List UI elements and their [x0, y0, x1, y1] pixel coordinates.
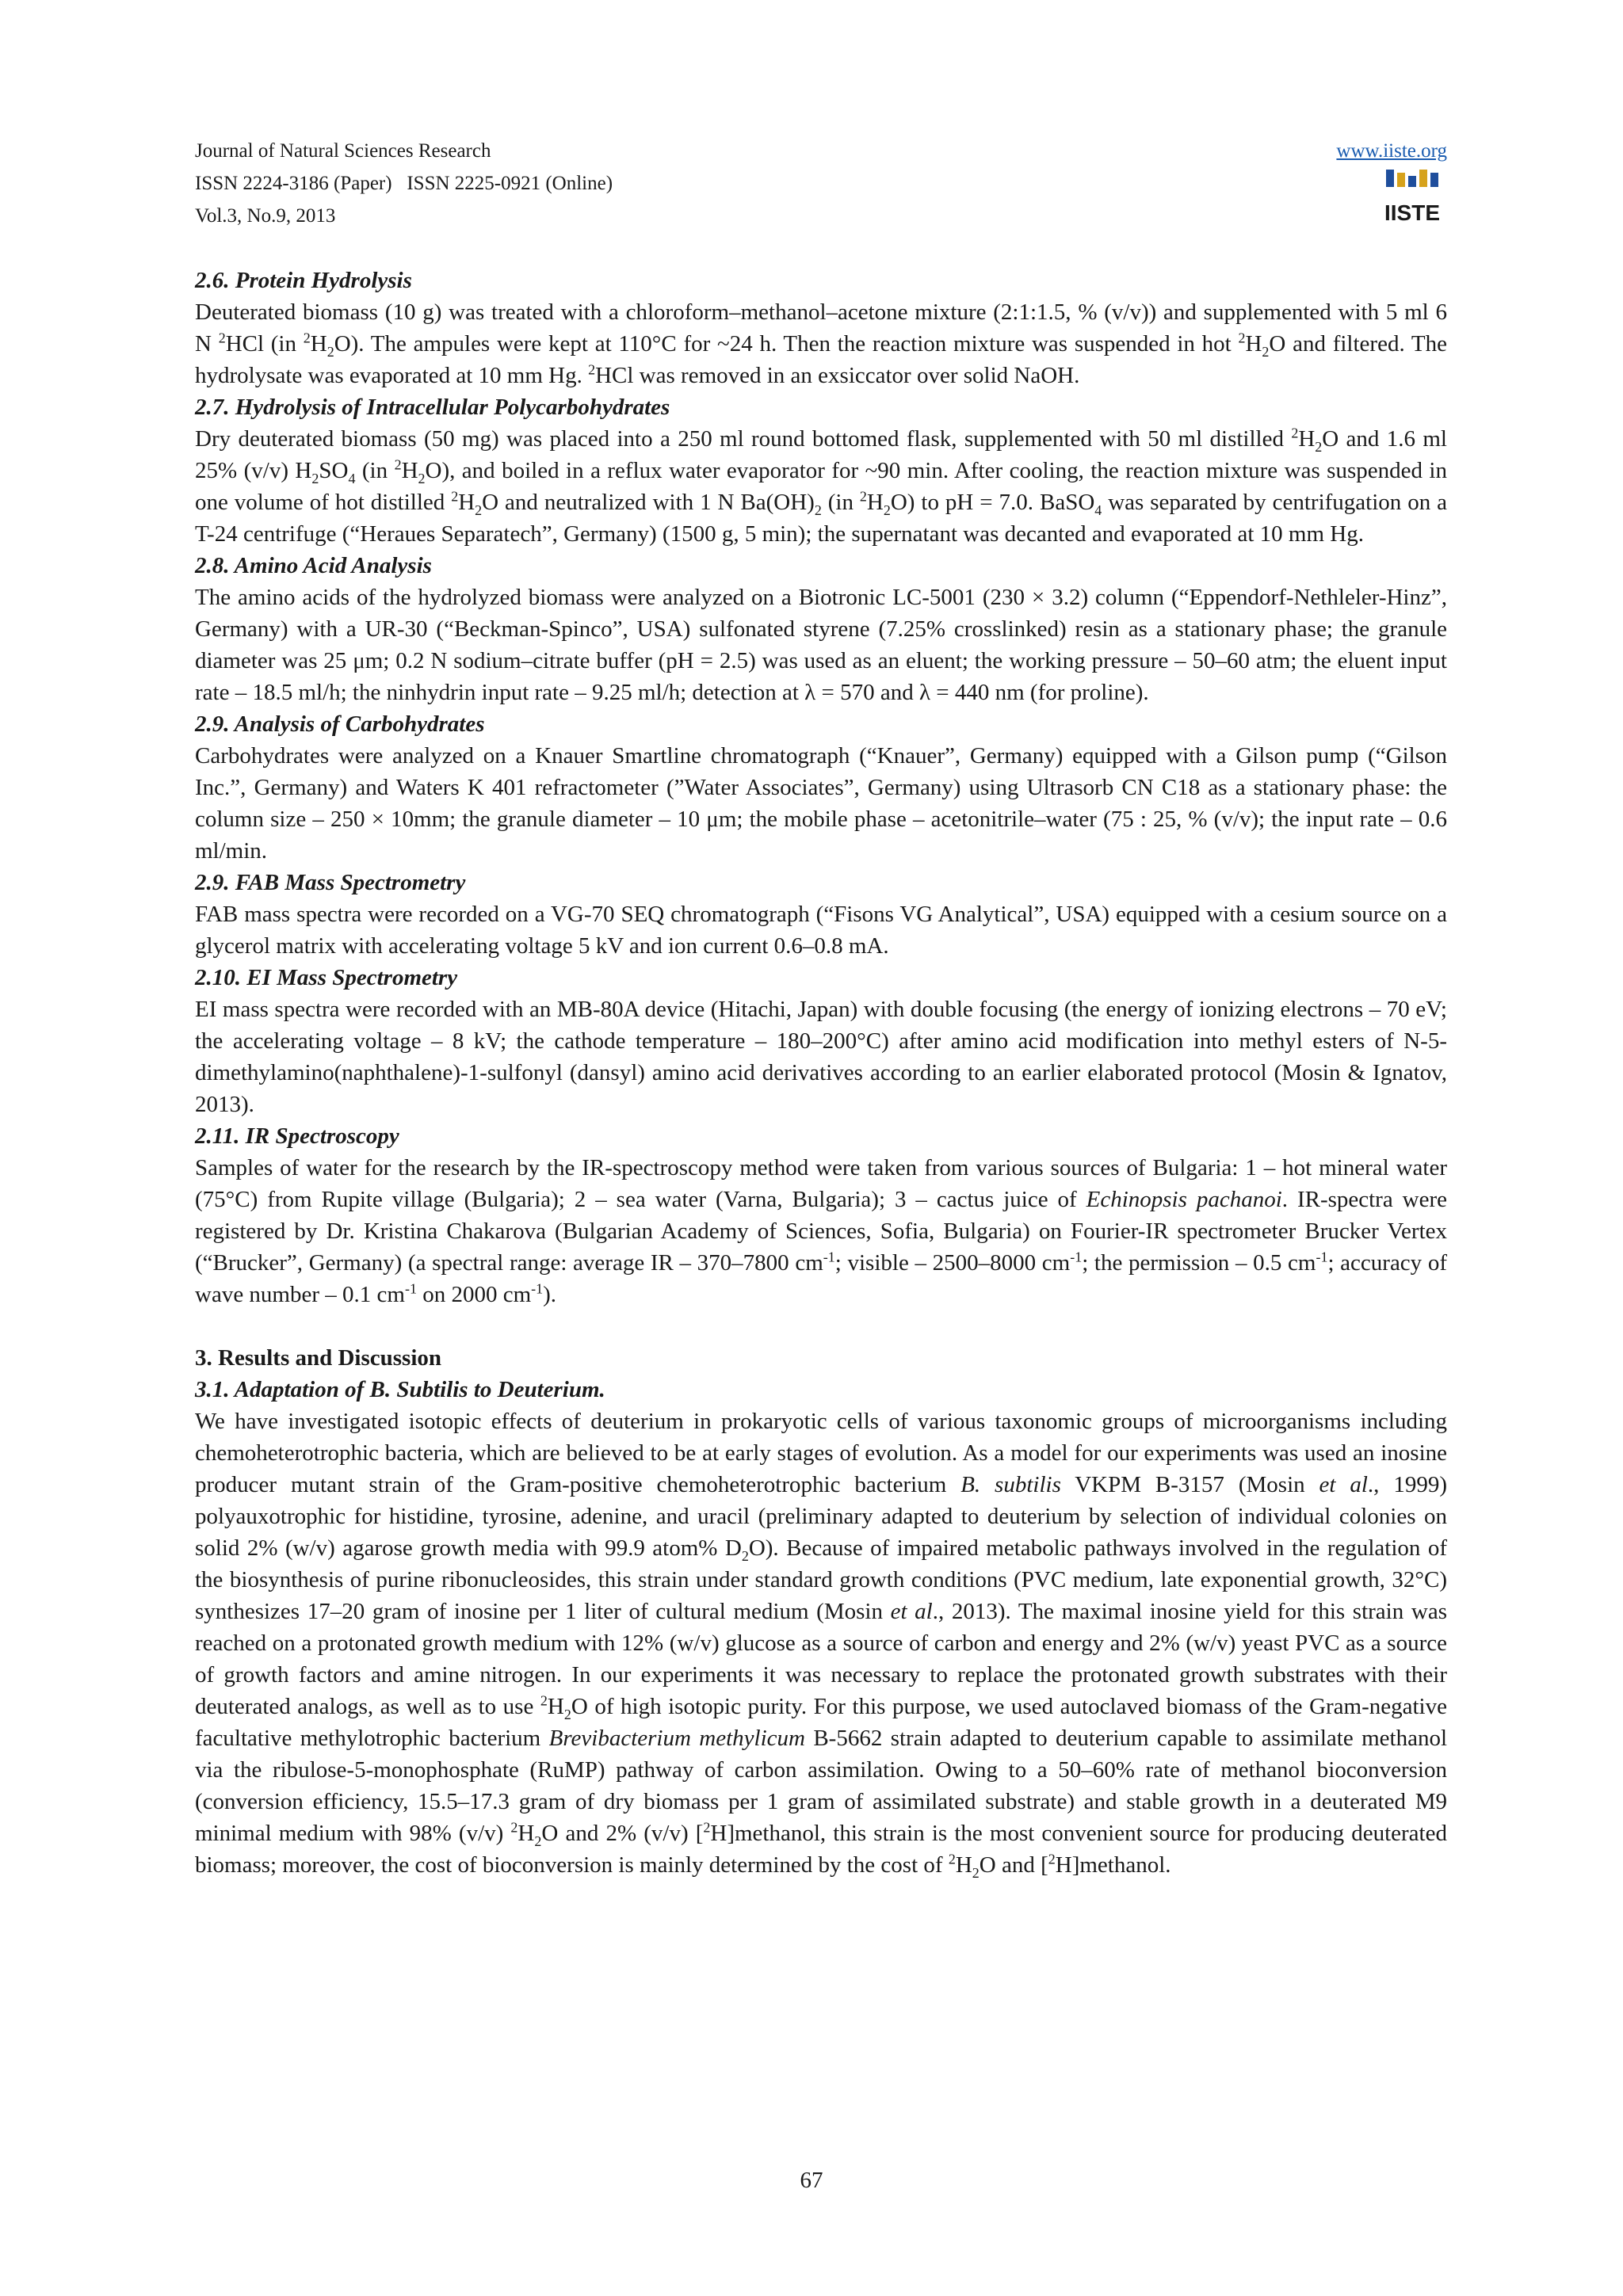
paragraph-carbohydrates: Carbohydrates were analyzed on a Knauer Smartline chromatograph (“Knauer”, Germany) equipped with a Gilson pump (“Gilson Inc.”, Germany) and Waters K 401 refractometer (”Water Associates”, Germany) using Ultrasorb CN C18 as a stationary phase: the column size – 250 × 10mm; the granule diameter – 10 μm; the mobile phase – acetonitrile–water (75 : 25, % (v/v); the input rate – 0.6 ml/min. [195, 743, 1447, 864]
article-body [195, 265, 1447, 1881]
journal-website-link[interactable]: www.iiste.org [1336, 140, 1447, 162]
paragraph-fab-mass-spectrometry: FAB mass spectra were recorded on a VG-70 SEQ chromatograph (“Fisons VG Analytical”, USA) equipped with a cesium source on a glycerol matrix with accelerating voltage 5 kV and ion current 0.6–0.8 mA. [195, 902, 1447, 959]
iiste-logo [1384, 168, 1440, 228]
section-heading-2-10: 2.10. EI Mass Spectrometry [195, 965, 458, 990]
section-heading-2-9-carbohydrates: 2.9. Analysis of Carbohydrates [195, 711, 485, 737]
paragraph-adaptation: We have investigated isotopic effects of deuterium in prokaryotic cells of various taxonomic groups of microorganisms including chemoheterotrophic bacteria, which are believed to be at early stages of evolution. As a model for our experiments was used an inosine producer mutant strain of the Gram-positive chemoheterotrophic bacterium B. subtilis VKPM B-3157 (Mosin et al., 1999) polyauxotrophic for histidine, tyrosine, adenine, and uracil (preliminary adapted to deuterium by selection of individual colonies on solid 2% (w/v) agarose growth media with 99.9 atom% $D_2O$). Because of impaired metabolic pathways involved in the regulation of the biosynthesis of purine ribonucleosides, this strain under standard growth conditions (PVC medium, late exponential growth, 32°C) synthesizes 17–20 gram of inosine per 1 liter of cultural medium (Mosin et al., 2013). The maximal inosine yield for this strain was reached on a protonated growth medium with 12% (w/v) glucose as a source of carbon and energy and 2% (w/v) yeast PVC as a source of growth factors and amine nitrogen. In our experiments it was necessary to replace the protonated growth substrates with their deuterated analogs, as well as to use $^2H_2O$ of high isotopic purity. For this purpose, we used autoclaved biomass of the Gram-negative facultative methylotrophic bacterium Brevibacterium methylicum B-5662 strain adapted to deuterium capable to assimilate methanol via the ribulose-5-monophosphate (RuMP) pathway of carbon assimilation. Owing to a 50–60% rate of methanol bioconversion (conversion efficiency, 15.5–17.3 gram of dry biomass per 1 gram of assimilated substrate) and stable growth in a deuterated M9 minimal medium with 98% (v/v) $^2H_2O$ and 2% (v/v) [$^2$H]methanol, this strain is the most convenient source for producing deuterated biomass; moreover, the cost of bioconversion is mainly determined by the cost of $^2H_2O$ and [$^2$H]methanol. [195, 1409, 1447, 1881]
section-heading-2-9-fab: 2.9. FAB Mass Spectrometry [195, 870, 466, 895]
svg-text:IISTE: IISTE [1384, 200, 1440, 225]
section-heading-2-8: 2.8. Amino Acid Analysis [195, 553, 432, 578]
section-heading-3: 3. Results and Discussion [195, 1345, 442, 1371]
section-heading-3-1: 3.1. Adaptation of B. Subtilis to Deuterium. [195, 1377, 605, 1402]
journal-issn: ISSN 2224-3186 (Paper) ISSN 2225-0921 (Online) [195, 173, 613, 194]
paragraph-polycarbohydrates: Dry deuterated biomass (50 mg) was placed into a 250 ml round bottomed flask, supplemented with 50 ml distilled $^2H_2O$ and 1.6 ml 25% (v/v) $H_2SO_4$ (in $^2H_2O$), and boiled in a reflux water evaporator for ~90 min. After cooling, the reaction mixture was suspended in one volume of hot distilled $^2H_2O$ and neutralized with 1 N $Ba(OH)_2$ (in $^2H_2O$) to pH = 7.0. BaSO$_4$ was separated by centrifugation on a T-24 centrifuge (“Heraues Separatech”, Germany) (1500 g, 5 min); the supernatant was decanted and evaporated at 10 mm Hg. [195, 425, 1448, 547]
journal-name: Journal of Natural Sciences Research [195, 140, 491, 162]
paragraph-ei-mass-spectrometry: EI mass spectra were recorded with an MB-80A device (Hitachi, Japan) with double focusing (the energy of ionizing electrons – 70 eV; the accelerating voltage – 8 kV; the cathode temperature – 180–200°C) after amino acid modification into methyl esters of N-5-dimethylamino(naphthalene)-1-sulfonyl (dansyl) amino acid derivatives according to an earlier elaborated protocol (Mosin & Ignatov, 2013). [195, 997, 1447, 1117]
section-heading-2-11: 2.11. IR Spectroscopy [195, 1123, 399, 1149]
paragraph-protein-hydrolysis: Deuterated biomass (10 g) was treated with a chloroform–methanol–acetone mixture (2:1:1.5, % (v/v)) and supplemented with 5 ml 6 N $^2$HCl (in $^2H_2O$). The ampules were kept at 110°C for ~24 h. Then the reaction mixture was suspended in hot $^2H_2O$ and filtered. The hydrolysate was evaporated at 10 mm Hg. $^2$HCl was removed in an exsiccator over solid NaOH. [195, 299, 1447, 388]
paragraph-ir-spectroscopy: Samples of water for the research by the IR-spectroscopy method were taken from various sources of Bulgaria: 1 – hot mineral water (75°C) from Rupite village (Bulgaria); 2 – sea water (Varna, Bulgaria); 3 – cactus juice of Echinopsis pachanoi. IR-spectra were registered by Dr. Kristina Chakarova (Bulgarian Academy of Sciences, Sofia, Bulgaria) on Fourier-IR spectrometer Brucker Vertex (“Brucker”, Germany) (a spectral range: average IR – 370–7800 $cm^{-1}$; visible – 2500–8000 $cm^{-1}$; the permission – 0.5 $cm^{-1}$; accuracy of wave number – 0.1 $cm^{-1}$ on 2000 $cm^{-1}$). [195, 1155, 1447, 1307]
journal-header [195, 135, 613, 232]
paragraph-amino-acid-analysis: The amino acids of the hydrolyzed biomass were analyzed on a Biotronic LC-5001 (230 × 3.2) column (“Eppendorf-Nethleler-Hinz”, Germany) with a UR-30 (“Beckman-Spinco”, USA) sulfonated styrene (7.25% crosslinked) resin as a stationary phase; the granule diameter was 25 μm; 0.2 N sodium–citrate buffer (pH = 2.5) was used as an eluent; the working pressure – 50–60 atm; the eluent input rate – 18.5 ml/h; the ninhydrin input rate – 9.25 ml/h; detection at λ = 570 and λ = 440 nm (for proline). [195, 585, 1447, 705]
journal-volume: Vol.3, No.9, 2013 [195, 205, 336, 227]
page-number: 67 [800, 2168, 823, 2193]
section-heading-2-7: 2.7. Hydrolysis of Intracellular Polycarbohydrates [195, 395, 670, 420]
section-heading-2-6: 2.6. Protein Hydrolysis [195, 268, 412, 293]
